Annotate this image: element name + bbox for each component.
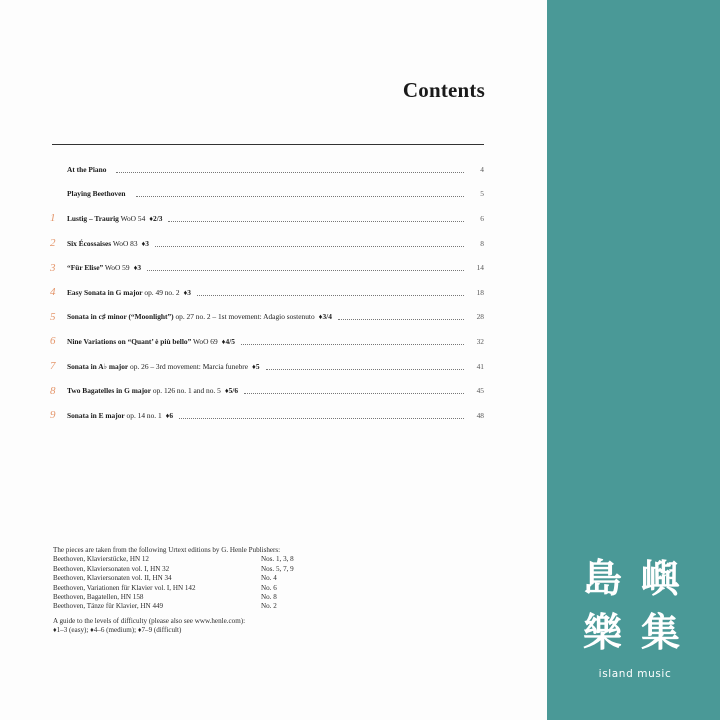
toc-entry xyxy=(50,403,484,428)
page-number: 18 xyxy=(476,287,484,297)
entry-details: WoO 59 xyxy=(103,263,130,273)
page-number: 45 xyxy=(476,386,484,396)
entry-text xyxy=(67,312,332,321)
dot-leader xyxy=(136,196,464,197)
edition-name: Beethoven, Klaviersonaten vol. II, HN 34 xyxy=(53,574,172,583)
logo-char: 嶼 xyxy=(641,557,681,602)
entry-title: Lustig – Traurig xyxy=(67,213,119,223)
toc-entry xyxy=(50,280,484,305)
entry-text xyxy=(67,165,110,174)
toc-entry xyxy=(50,354,484,379)
page-number: 5 xyxy=(480,189,484,199)
entry-text xyxy=(67,239,149,248)
page-number: 8 xyxy=(480,238,484,248)
entry-title: “Für Elise” xyxy=(67,263,104,273)
difficulty-level: ♦2/3 xyxy=(149,213,163,223)
difficulty-level: ♦4/5 xyxy=(221,336,235,346)
difficulty-level: ♦3 xyxy=(133,263,142,273)
entry-details: WoO 83 xyxy=(111,238,138,248)
difficulty-level: ♦6 xyxy=(165,410,174,420)
edition-pieces: No. 6 xyxy=(261,583,277,592)
edition-pieces: No. 4 xyxy=(261,574,277,583)
edition-row xyxy=(53,593,383,602)
edition-pieces: Nos. 5, 7, 9 xyxy=(261,564,294,573)
editions-list xyxy=(53,555,383,611)
page-title: Contents xyxy=(402,78,485,102)
entry-text xyxy=(67,288,191,297)
dot-leader xyxy=(147,270,464,271)
entry-text xyxy=(67,386,238,395)
edition-name: Beethoven, Variationen für Klavier vol. I, HN 142 xyxy=(53,583,196,592)
piece-number: 3 xyxy=(50,261,56,274)
entry-title: Sonata in c♯ minor (“Moonlight”) xyxy=(67,312,174,322)
piece-number: 9 xyxy=(50,409,56,422)
entry-text xyxy=(67,189,130,198)
piece-number: 8 xyxy=(50,384,56,397)
entry-text xyxy=(67,214,162,223)
entry-title: Six Écossaises xyxy=(67,238,112,248)
edition-row xyxy=(53,574,383,583)
page-number: 4 xyxy=(480,164,484,174)
entry-title: Easy Sonata in G major xyxy=(67,287,143,297)
edition-pieces: No. 8 xyxy=(261,593,277,602)
entry-text xyxy=(67,263,141,272)
dot-leader xyxy=(168,221,464,222)
entry-details: op. 49 no. 2 xyxy=(142,287,180,297)
piece-number: 1 xyxy=(50,212,56,225)
edition-row xyxy=(53,565,383,574)
edition-row xyxy=(53,555,383,564)
piece-number: 4 xyxy=(50,286,56,299)
page-number: 28 xyxy=(476,312,484,322)
entry-details: WoO 69 xyxy=(191,336,218,346)
toc-entry xyxy=(50,157,484,182)
page-number: 6 xyxy=(480,213,484,223)
logo-subtitle: island music xyxy=(598,668,672,680)
edition-pieces: No. 2 xyxy=(261,602,277,611)
difficulty-level: ♦5 xyxy=(252,361,260,371)
page-number: 32 xyxy=(476,336,484,346)
edition-pieces: Nos. 1, 3, 8 xyxy=(261,555,294,564)
toc-entry xyxy=(50,231,484,256)
entry-details: op. 26 – 3rd movement: Marcia funebre xyxy=(128,361,249,371)
piece-number: 6 xyxy=(50,335,56,348)
entry-details: op. 126 no. 1 and no. 5 xyxy=(151,386,221,396)
island-music-logo xyxy=(583,557,693,685)
toc-entry xyxy=(50,255,484,280)
toc-entry xyxy=(50,206,484,231)
difficulty-level: ♦3/4 xyxy=(318,312,332,322)
entry-title: Two Bagatelles in G major xyxy=(67,386,152,396)
logo-char: 島 xyxy=(583,557,623,602)
title-divider xyxy=(52,144,484,145)
entry-title: Nine Variations on “Quant’ è più bello” xyxy=(67,336,192,346)
edition-row xyxy=(53,602,383,611)
piece-number: 5 xyxy=(50,310,56,323)
difficulty-guide-line: A guide to the levels of difficulty (please also see www.henle.com): xyxy=(53,616,246,625)
entry-title: Sonata in E major xyxy=(67,410,125,420)
sources-note xyxy=(53,546,383,636)
piece-number: 2 xyxy=(50,237,56,250)
edition-name: Beethoven, Tänze für Klavier, HN 449 xyxy=(53,602,164,611)
edition-name: Beethoven, Klavierstücke, HN 12 xyxy=(53,555,149,564)
entry-text xyxy=(67,411,173,420)
table-of-contents xyxy=(50,157,484,428)
dot-leader xyxy=(241,344,464,345)
dot-leader xyxy=(338,319,464,320)
dot-leader xyxy=(155,246,464,247)
toc-entry xyxy=(50,329,484,354)
entry-details: WoO 54 xyxy=(118,213,146,223)
entry-text xyxy=(67,337,235,346)
edition-name: Beethoven, Bagatellen, HN 158 xyxy=(53,593,144,602)
dot-leader xyxy=(266,369,464,370)
logo-char: 集 xyxy=(641,611,681,656)
toc-entry xyxy=(50,182,484,207)
toc-entry xyxy=(50,378,484,403)
toc-entry xyxy=(50,305,484,330)
entry-title: At the Piano xyxy=(67,164,107,174)
piece-number: 7 xyxy=(50,360,56,373)
entry-title: Sonata in A♭ major xyxy=(67,361,129,371)
dot-leader xyxy=(116,172,464,173)
dot-leader xyxy=(244,393,464,394)
entry-title: Playing Beethoven xyxy=(67,189,126,199)
entry-details: op. 14 no. 1 xyxy=(124,410,162,420)
difficulty-guide xyxy=(53,617,383,636)
page-number: 14 xyxy=(476,263,484,273)
difficulty-level: ♦5/6 xyxy=(224,386,239,396)
difficulty-level: ♦3 xyxy=(183,287,191,297)
sources-intro: The pieces are taken from the following Urtext editions by G. Henle Publishers: xyxy=(53,546,281,554)
dot-leader xyxy=(179,418,464,419)
difficulty-levels-line: ♦1–3 (easy); ♦4–6 (medium); ♦7–9 (difficult) xyxy=(53,626,182,635)
page-number: 41 xyxy=(476,361,484,371)
difficulty-level: ♦3 xyxy=(141,238,149,248)
edition-name: Beethoven, Klaviersonaten vol. I, HN 32 xyxy=(53,564,170,573)
edition-row xyxy=(53,584,383,593)
entry-details: op. 27 no. 2 – 1st movement: Adagio sostenuto xyxy=(173,312,315,322)
page-number: 48 xyxy=(476,410,484,420)
logo-char: 樂 xyxy=(583,611,623,656)
entry-text xyxy=(67,362,260,371)
dot-leader xyxy=(197,295,464,296)
